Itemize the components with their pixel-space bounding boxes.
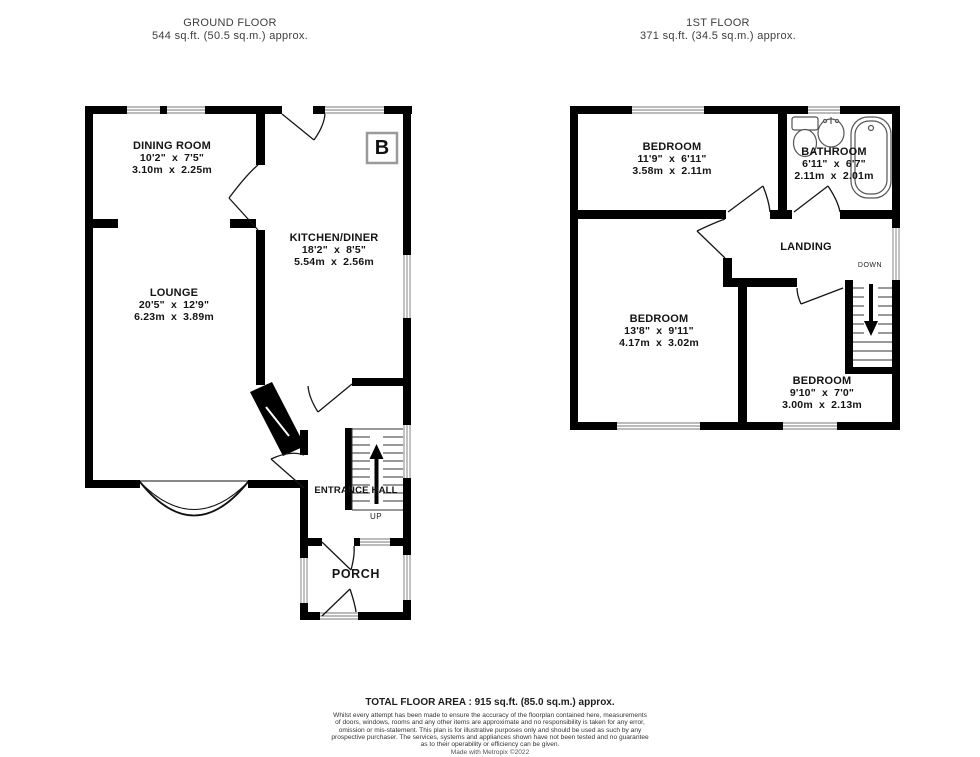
ground-walls <box>85 106 412 620</box>
boiler-label: B <box>374 137 390 159</box>
down-label: DOWN <box>857 262 883 269</box>
room-label-porch: PORCH <box>331 567 381 581</box>
ground-floor-title: GROUND FLOOR <box>183 17 277 29</box>
up-label: UP <box>369 512 383 521</box>
disclaimer-line: as to their operability or efficiency can be given. <box>420 741 560 749</box>
ground-floor-header <box>152 17 308 43</box>
disclaimer-line: omission or mis-statement. This plan is for illustrative purposes only and should be used as such by any <box>338 726 642 734</box>
first-floor-header <box>640 17 796 43</box>
room-label-bedroom-1: BEDROOM 11'9" x 6'11" 3.58m x 2.11m <box>632 141 712 177</box>
room-label-entrance-hall: ENTRANCE HALL <box>314 485 398 496</box>
first-floor-area: 371 sq.ft. (34.5 sq.m.) approx. <box>639 30 797 42</box>
first-floor-title: 1ST FLOOR <box>686 17 750 29</box>
room-label-landing: LANDING <box>780 241 832 253</box>
ground-windows <box>127 107 410 619</box>
room-label-bedroom-2: BEDROOM 13'8" x 9'11" 4.17m x 3.02m <box>619 313 699 349</box>
disclaimer-line: prospective purchaser. The services, systems and appliances shown have not been tested and no guarantee <box>331 733 649 741</box>
room-label-lounge: LOUNGE 20'5" x 12'9" 6.23m x 3.89m <box>134 287 214 323</box>
disclaimer-line: of doors, windows, rooms and any other items are approximate and no responsibility is taken for any error, <box>335 719 645 727</box>
chimney-breast <box>250 382 305 456</box>
room-label-dining-room: DINING ROOM 10'2" x 7'5" 3.10m x 2.25m <box>132 140 212 176</box>
room-label-kitchen-diner: KITCHEN/DINER 18'2" x 8'5" 5.54m x 2.56m <box>289 232 379 268</box>
ground-floor-area: 544 sq.ft. (50.5 sq.m.) approx. <box>151 30 309 42</box>
footer <box>331 697 648 757</box>
sink-icon <box>818 117 844 147</box>
bay-window-icon <box>140 481 248 516</box>
ground-door-swings <box>229 114 356 616</box>
credit-line: Made with Metropix ©2022 <box>450 749 530 757</box>
ground-floor-plan <box>85 106 412 620</box>
disclaimer-line: Whilst every attempt has been made to ensure the accuracy of the floorplan contained here, measurements <box>333 712 647 719</box>
total-floor-area: TOTAL FLOOR AREA : 915 sq.ft. (85.0 sq.m.) approx. <box>365 697 615 708</box>
room-label-bedroom-3: BEDROOM 9'10" x 7'0" 3.00m x 2.13m <box>782 375 862 411</box>
room-label-bathroom: BATHROOM 6'11" x 6'7" 2.11m x 2.01m <box>794 146 874 182</box>
